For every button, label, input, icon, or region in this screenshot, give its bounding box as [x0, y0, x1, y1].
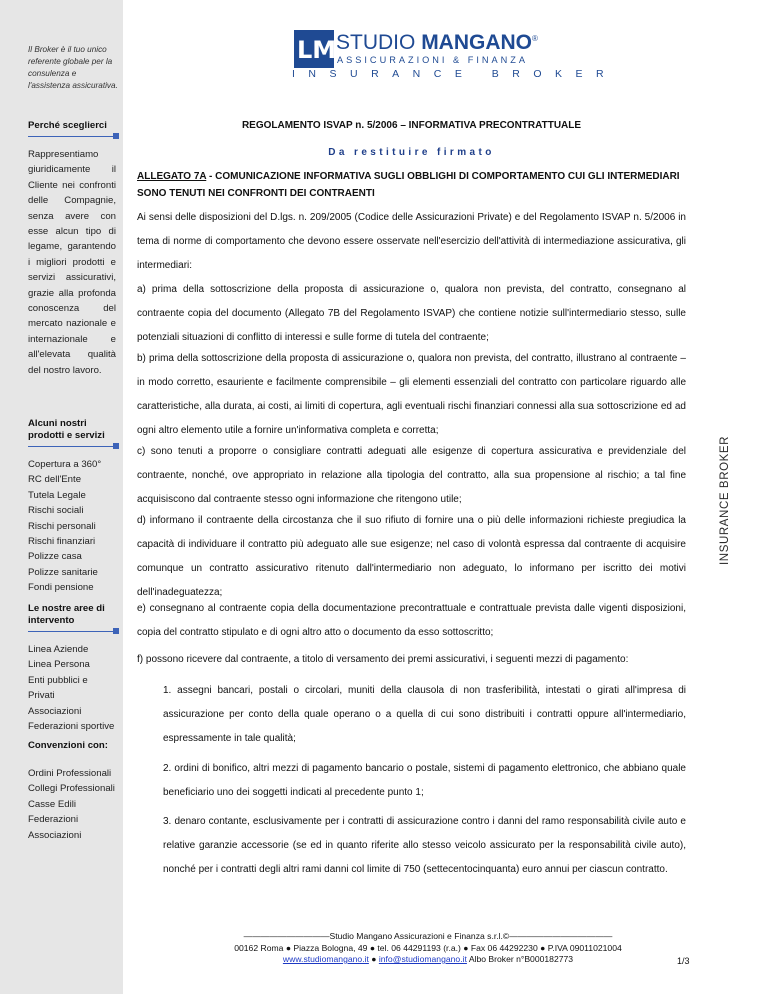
- footer-address-line: 00162 Roma ● Piazza Bologna, 49 ● tel. 06 44291193 (r.a.) ● Fax 06 44292230 ● P.IVA 09011021004: [234, 942, 622, 953]
- list-item: Associazioni: [28, 829, 82, 841]
- sidebar-section-why-us: [28, 120, 116, 378]
- list-item: RC dell'Ente: [28, 474, 82, 486]
- sidebar-text: Rappresentiamo giuridicamente il Cliente nei confronti delle Compagnie, senza avere con esse alcun tipo di legame, garantendo i migliori prodotti e servizi assicurativi, grazie alla profonda conoscenza del mercato nazionale e internazionale e all'elevata qualità del nostro lavoro.: [28, 149, 116, 376]
- side-label: INSURANCE BROKER: [719, 435, 731, 565]
- list-item: Ordini Professionali: [28, 768, 112, 779]
- sidebar-section-products: [28, 418, 116, 596]
- sidebar-heading: Convenzioni con:: [28, 740, 108, 751]
- list-item: Federazioni sportive: [28, 721, 115, 733]
- email-link[interactable]: info@studiomangano.it: [378, 954, 467, 964]
- logo-insurance-broker: INSURANCE BROKER: [292, 68, 618, 80]
- sidebar-heading: Alcuni nostri prodotti e servizi: [28, 418, 116, 447]
- paragraph-b: b) prima della sottoscrizione della proposta di assicurazione o, qualora non prevista, del contratto, illustrano al contraente – in modo corretto, esauriente e facilmente comprensibile – gli elementi essenziali del contratto con particolare riguardo alle caratteristiche, alla durata, ai costi, ai limiti di copertura, agli eventuali rischi finanziari connessi alla sua sottoscrizione ed ad ogni altro elemento utile a fornire un'informativa completa e corretta;: [137, 353, 686, 436]
- sidebar-tagline: Il Broker è il tuo unico referente globale per la consulenza e l'assistenza assicurativa.: [28, 45, 118, 90]
- document-subtitle: Da restituire firmato: [328, 147, 495, 158]
- list-item: Rischi personali: [28, 520, 96, 532]
- logo-wordmark: STUDIO MANGANO®: [336, 31, 538, 54]
- logo-subtitle: ASSICURAZIONI & FINANZA: [337, 55, 529, 65]
- document-title: REGOLAMENTO ISVAP n. 5/2006 – INFORMATIVA PRECONTRATTUALE: [241, 120, 582, 131]
- paragraph-f: f) possono ricevere dal contraente, a titolo di versamento dei premi assicurativi, i seguenti mezzi di pagamento:: [137, 654, 629, 665]
- list-item: Fondi pensione: [28, 582, 94, 594]
- list-item: Polizze sanitarie: [28, 566, 98, 578]
- list-item: Federazioni: [28, 814, 79, 826]
- paragraph-d: d) informano il contraente della circostanza che il suo rifiuto di fornire una o più delle informazioni richieste pregiudica la capacità di individuare il contratto più adeguato alle sue esigenze; nel caso di volontà espressa dal contraente di acquisire comunque un contratto assicurativo ritenuto dall'intermediario non adeguato, lo informano per iscritto dei motivi dell'inadeguatezza;: [137, 515, 686, 598]
- footer-company-line: ——————————Studio Mangano Assicurazioni e Finanza s.r.l.©————————————: [243, 931, 613, 941]
- list-item: Associazioni: [28, 705, 82, 717]
- sidebar-section-areas: [28, 603, 116, 734]
- sidebar-list: [28, 642, 116, 734]
- list-item: Casse Edili: [28, 798, 76, 810]
- list-item-1: 1. assegni bancari, postali o circolari, muniti della clausola di non trasferibilità, intestati o girati all'impresa di assicurazione per conto della quale operano o a quella di cui sono distribuiti i contratti oppure all'intermediario, espressamente in tale qualità;: [163, 685, 686, 744]
- list-item: Rischi sociali: [28, 505, 84, 517]
- sidebar-heading: Perché sceglierci: [28, 120, 116, 137]
- logo-mark-icon: LM: [294, 30, 334, 68]
- page-footer: [123, 931, 733, 966]
- list-item-3: 3. denaro contante, esclusivamente per i contratti di assicurazione contro i danni del ramo responsabilità civile auto e relative garanzie accessorie (se ed in quanto riferite allo stesso veicolo assicurato per la responsabilità civile auto), nonché per i contratti degli altri rami danni col limite di 750 (settecentocinquanta) euro annui per ciascun contratto.: [163, 816, 686, 875]
- list-item: Polizze casa: [28, 551, 82, 563]
- sidebar-heading: Le nostre aree di intervento: [28, 603, 116, 632]
- list-item-2: 2. ordini di bonifico, altri mezzi di pagamento bancario o postale, sistemi di pagamento elettronico, che abbiano quale beneficiario uno dei soggetti indicati al precedente punto 1;: [163, 763, 686, 798]
- footer-contact-line: www.studiomangano.it ● info@studiomangano.it Albo Broker n°B000182773: [282, 954, 574, 964]
- list-item: Tutela Legale: [28, 489, 86, 501]
- sidebar-section-conventions: [28, 740, 116, 843]
- intro-paragraph: Ai sensi delle disposizioni del D.lgs. n. 209/2005 (Codice delle Assicurazioni Private) e del Regolamento ISVAP n. 5/2006 in tema di norme di comportamento che devono essere osservate nell'esercizio dell'attività di intermediazione assicurativa, gli intermediari:: [137, 212, 686, 271]
- sidebar-list: [28, 766, 116, 843]
- sidebar-list: [28, 457, 116, 596]
- paragraph-e: e) consegnano al contraente copia della documentazione precontrattuale e contrattuale prevista dalle vigenti disposizioni, copia del contratto stipulato e di ogni altro atto o documento da esso sottoscritto;: [137, 603, 686, 638]
- list-item: Collegi Professionali: [28, 783, 115, 795]
- paragraph-c: c) sono tenuti a proporre o consigliare contratti adeguati alle esigenze di copertura assicurativa e previdenziale del contraente, nonché, ove appropriato in relazione alla tipologia del contratto, alla sua propensione al rischio; a tal fine acquisiscono dal contraente stesso ogni informazione che ritengono utile;: [137, 446, 686, 505]
- list-item: Rischi finanziari: [28, 536, 96, 548]
- company-logo: [288, 28, 618, 82]
- page-number: 1/3: [677, 956, 690, 966]
- list-item: Enti pubblici e Privati: [28, 674, 88, 702]
- website-link[interactable]: www.studiomangano.it: [282, 954, 369, 964]
- list-item: Linea Persona: [28, 659, 90, 671]
- allegato-heading: ALLEGATO 7A - COMUNICAZIONE INFORMATIVA SUGLI OBBLIGHI DI COMPORTAMENTO CUI GLI INTERMEDIARI SONO TENUTI NEI CONFRONTI DEI CONTRAENTI: [137, 171, 680, 199]
- list-item: Copertura a 360°: [28, 459, 102, 470]
- paragraph-a: a) prima della sottoscrizione della proposta di assicurazione o, qualora non prevista, del contratto, consegnano al contraente copia del documento (Allegato 7B del Regolamento ISVAP) che contiene notizie sull'intermediario stesso, sulle potenziali situazioni di conflitto di interessi e sulle forme di tutela del contraente;: [137, 284, 686, 343]
- list-item: Linea Aziende: [28, 644, 89, 655]
